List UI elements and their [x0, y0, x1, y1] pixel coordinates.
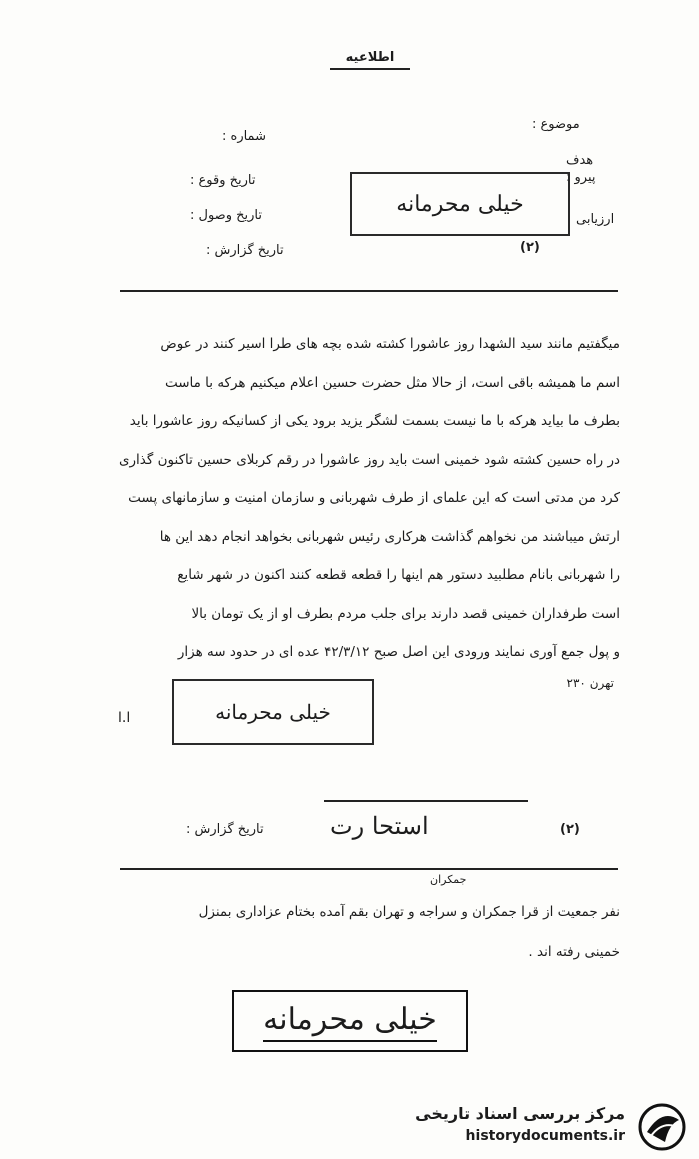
- report-2-body: [130, 892, 620, 972]
- report-1-line: اسم ما همیشه باقی است، از حالا مثل حضرت حسین اعلام میکنیم هرکه با ماست: [164, 374, 620, 391]
- report-2-line: خمینی رفته اند .: [528, 944, 620, 960]
- archive-logo-icon: [635, 1102, 689, 1152]
- target-label: هدف: [566, 153, 594, 168]
- document-title: اطلاعیه: [330, 50, 410, 70]
- final-stamp-text: خیلی محرمانه: [263, 1000, 437, 1042]
- report-2-date-label: تاریخ گزارش :: [186, 822, 264, 837]
- pirow-label: پیرو :: [566, 170, 596, 185]
- report-1-line: و پول جمع آوری نمایند ورودی این اصل صبح ۴۲/۳/۱۲ عده ای در حدود سه هزار: [177, 644, 620, 660]
- evaluation-value: (۲): [520, 240, 540, 255]
- middle-confidential-stamp: [172, 679, 374, 745]
- bottom-divider: [120, 868, 618, 870]
- report-2-annotation: جمکران: [430, 873, 467, 886]
- date-received-label: تاریخ وصول :: [190, 208, 262, 223]
- report-1-line: تهرن ۲۳۰: [566, 675, 614, 690]
- report-1-line: است طرفداران خمینی قصد دارند برای جلب مردم بطرف او از یک تومان بالا: [191, 605, 620, 622]
- top-stamp-text: خیلی محرمانه: [396, 191, 524, 217]
- watermark-org-name: مرکز بررسی اسناد تاریخی: [415, 1104, 625, 1123]
- top-divider: [120, 290, 618, 292]
- side-mark: ا.ا: [118, 710, 131, 726]
- report-1-line: را شهربانی بانام مطلبید دستور هم اینها را قطعه قطعه کنند اکنون در شهر شایع: [177, 567, 620, 583]
- archive-watermark: [415, 1098, 695, 1154]
- top-confidential-stamp: [350, 172, 570, 236]
- report-1-line: بطرف ما بیاید هرکه با ما نیست بسمت لشگر یزید برود یکی از کسانیکه روز عاشورا باید: [129, 413, 620, 429]
- report-1-line: در راه حسین کشته شود خمینی است باید روز عاشورا در رقم کربلای حسین تاکنون گذاری: [118, 451, 620, 468]
- number-label: شماره :: [222, 129, 266, 144]
- report-2-evaluation-value: (۲): [560, 822, 580, 837]
- final-confidential-stamp: [232, 990, 468, 1052]
- middle-stamp-text: خیلی محرمانه: [215, 700, 331, 724]
- report-1-body: [100, 325, 620, 694]
- report-2-line: نفر جمعیت از قرا جمکران و سراجه و تهران بقم آمده بختام عزاداری بمنزل: [198, 904, 620, 920]
- report-1-line: کرد من مدتی است که این علمای از طرف شهربانی و سازمان امنیت و سازمانهای پست: [128, 490, 620, 506]
- report-1-line: میگفتیم مانند سید الشهدا روز عاشورا کشته شده بچه های طرا اسیر کنند در عوض: [160, 336, 620, 352]
- report-2-evaluation-stamp: استحا رت: [330, 812, 429, 840]
- date-occurrence-label: تاریخ وقوع :: [190, 173, 256, 188]
- watermark-url: historydocuments.ir: [465, 1128, 625, 1144]
- subject-label: موضوع :: [532, 117, 580, 132]
- report-1-line: ارتش میباشند من نخواهم گذاشت هرکاری رئیس شهربانی بخواهد انجام دهد این ها: [159, 528, 620, 545]
- evaluation-stamp-rule: [324, 800, 528, 802]
- date-report-label: تاریخ گزارش :: [206, 243, 284, 258]
- evaluation-label: ارزیابی: [576, 212, 615, 227]
